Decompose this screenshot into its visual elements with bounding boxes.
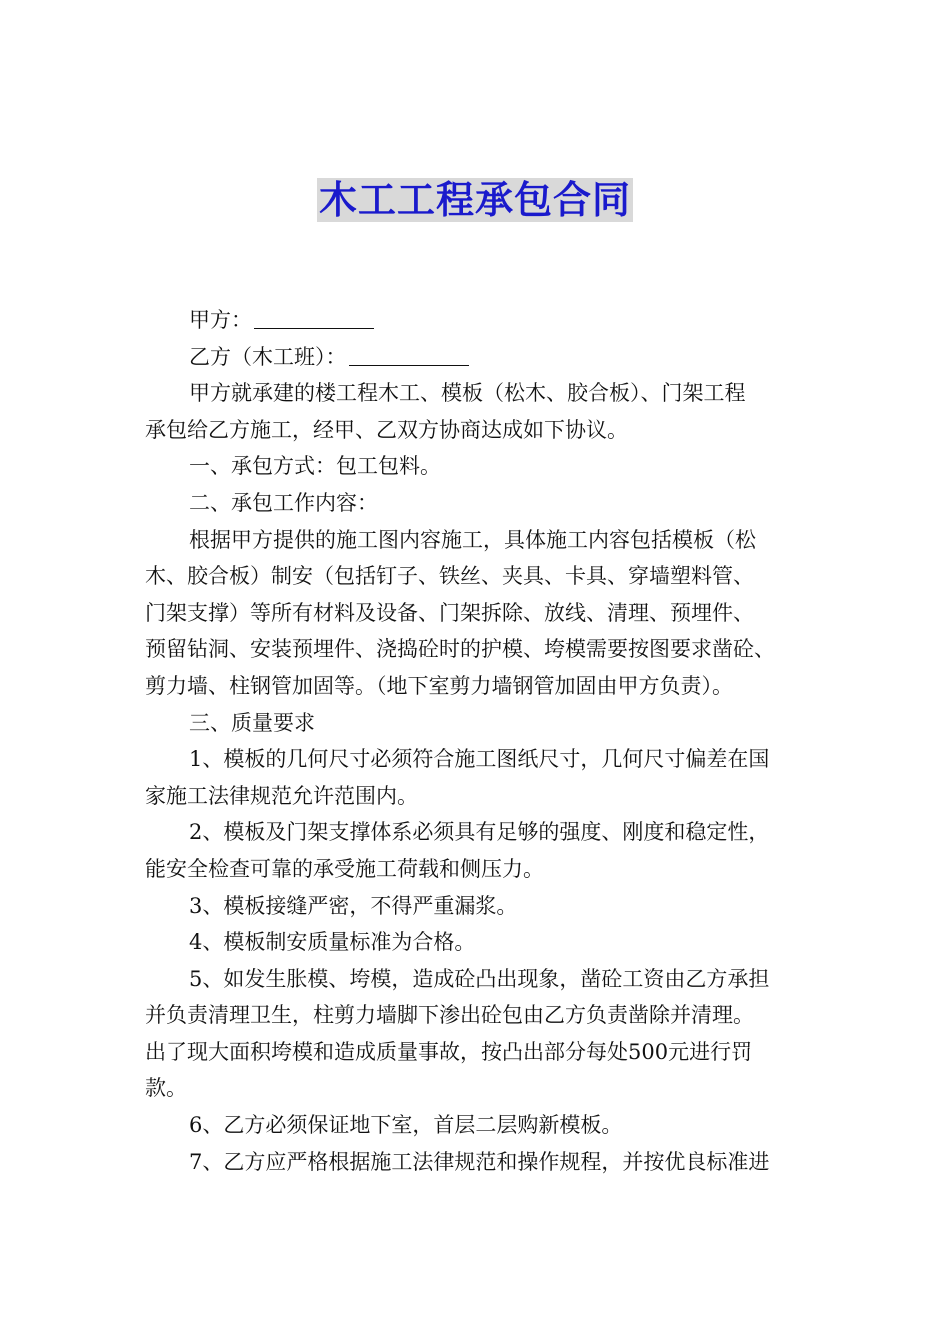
title-block [0,178,950,222]
quality-4: 4、模板制安质量标准为合格。 [189,930,476,955]
party-b-blank [349,345,469,366]
quality-1-line-1: 1、模板的几何尺寸必须符合施工图纸尺寸，几何尺寸偏差在国 [189,747,770,772]
scope-line-4: 预留钻洞、安装预埋件、浇捣砼时的护模、垮模需要按图要求凿砼、 [145,637,775,662]
party-a-line [145,302,810,339]
scope-line-1: 根据甲方提供的施工图内容施工，具体施工内容包括模板（松 [189,527,756,552]
quality-2-line-2: 能安全检查可靠的承受施工荷载和侧压力。 [145,856,544,881]
quality-5-line-3: 出了现大面积垮模和造成质量事故，按凸出部分每处500元进行罚 [145,1039,753,1064]
quality-6: 6、乙方必须保证地下室，首层二层购新模板。 [189,1113,623,1138]
scope-line-5: 剪力墙、柱钢管加固等。（地下室剪力墙钢管加固由甲方负责）。 [145,673,733,698]
scope-line-2: 木、胶合板）制安（包括钉子、铁丝、夹具、卡具、穿墙塑料管、 [145,564,754,589]
intro-line-2: 承包给乙方施工，经甲、乙双方协商达成如下协议。 [145,417,628,442]
section-1-heading: 一、承包方式：包工包料。 [189,454,441,479]
intro-line-1: 甲方就承建的楼工程木工、模板（松木、胶合板）、门架工程 [189,381,746,406]
document-title: 木工工程承包合同 [318,178,631,222]
party-b-line [145,339,810,376]
quality-2-line-1: 2、模板及门架支撑体系必须具有足够的强度、刚度和稳定性， [189,820,770,845]
quality-3: 3、模板接缝严密，不得严重漏浆。 [189,893,518,918]
quality-5-line-1: 5、如发生胀模、垮模，造成砼凸出现象，凿砼工资由乙方承担 [189,966,770,991]
scope-line-3: 门架支撑）等所有材料及设备、门架拆除、放线、清理、预埋件、 [145,600,754,625]
section-3-heading: 三、质量要求 [189,710,315,735]
quality-5-line-4: 款。 [145,1076,187,1101]
document-body [145,302,810,1180]
quality-1-line-2: 家施工法律规范允许范围内。 [145,783,418,808]
quality-5-line-2: 并负责清理卫生，柱剪力墙脚下渗出砼包由乙方负责凿除并清理。 [145,1003,754,1028]
section-2-heading: 二、承包工作内容： [189,490,378,515]
party-a-label: 甲方： [189,308,252,332]
quality-7-line-1: 7、乙方应严格根据施工法律规范和操作规程，并按优良标准进 [189,1149,770,1174]
party-b-label: 乙方（木工班）： [189,344,347,369]
party-a-blank [254,308,374,329]
